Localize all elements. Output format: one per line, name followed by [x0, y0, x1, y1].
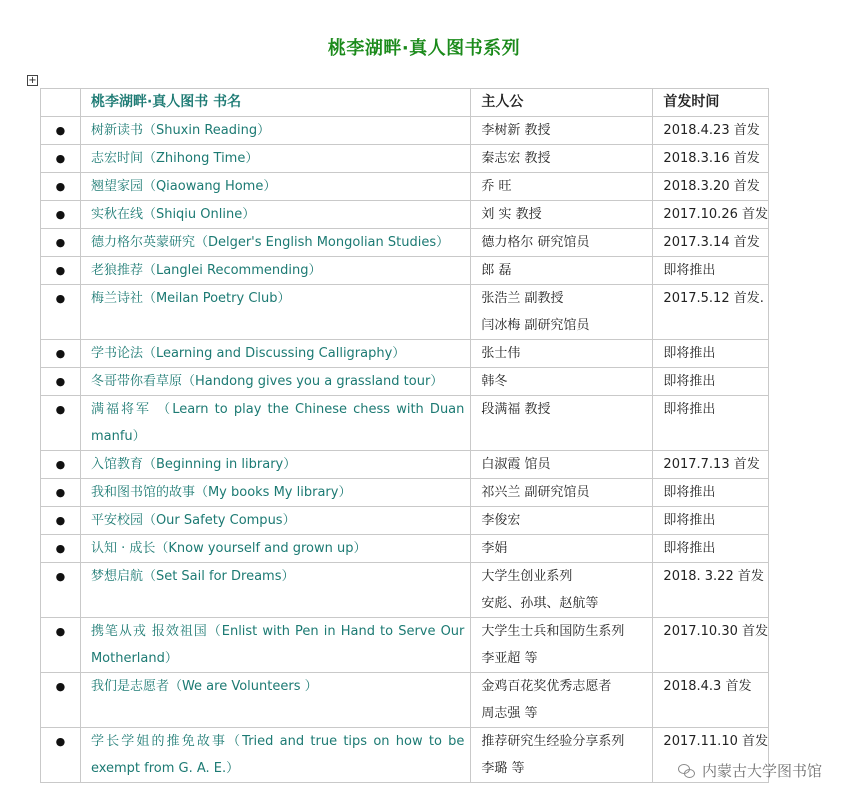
book-title-cell	[80, 368, 470, 396]
release-date-cell	[653, 451, 769, 479]
table-row	[41, 201, 769, 229]
book-title-cell	[80, 563, 470, 618]
release-date-cell-text: 2018. 3.22 首发	[663, 569, 764, 584]
book-title-cell	[80, 673, 470, 728]
host-cell-text: 郎 磊	[481, 263, 512, 278]
bullet-icon: ●	[55, 625, 66, 638]
table-row	[41, 145, 769, 173]
row-bullet	[41, 257, 81, 285]
release-date-cell-text: 2017.10.26 首发	[663, 207, 768, 222]
book-title-cell	[80, 535, 470, 563]
row-bullet	[41, 479, 81, 507]
host-cell-text: 安彪、孙琪、赵航等	[481, 596, 599, 611]
host-cell	[471, 340, 653, 368]
release-date-cell	[653, 340, 769, 368]
bullet-icon: ●	[55, 542, 66, 555]
book-title-cell-text: 志宏时间（Zhihong Time）	[90, 151, 259, 166]
header-host: 主人公	[471, 89, 653, 117]
header-date: 首发时间	[653, 89, 769, 117]
book-title-cell	[80, 201, 470, 229]
host-cell	[471, 618, 653, 673]
book-title-cell	[80, 173, 470, 201]
release-date-cell	[653, 479, 769, 507]
row-bullet	[41, 451, 81, 479]
wechat-icon	[678, 763, 696, 779]
book-title-cell-text: 平安校园（Our Safety Compus）	[90, 513, 296, 528]
release-date-cell	[653, 257, 769, 285]
header-name: 桃李湖畔·真人图书 书名	[80, 89, 470, 117]
bullet-icon: ●	[55, 486, 66, 499]
release-date-cell	[653, 535, 769, 563]
host-cell	[471, 507, 653, 535]
book-title-cell-text: 树新读书（Shuxin Reading）	[90, 123, 271, 138]
book-title-cell	[80, 618, 470, 673]
book-title-cell-text: 冬哥带你看草原（Handong gives you a grassland tour）	[90, 374, 444, 389]
host-cell-text: 大学生士兵和国防生系列	[481, 624, 625, 639]
release-date-cell	[653, 173, 769, 201]
book-title-cell-text: 老狼推荐（Langlei Recommending）	[90, 263, 322, 278]
host-cell-text: 李树新 教授	[481, 123, 551, 138]
bullet-icon: ●	[55, 180, 66, 193]
book-title-cell-text: 我和图书馆的故事（My books My library）	[90, 485, 352, 500]
table-row	[41, 396, 769, 451]
bullet-icon: ●	[55, 208, 66, 221]
host-cell-text: 秦志宏 教授	[481, 151, 551, 166]
release-date-cell	[653, 229, 769, 257]
host-cell	[471, 368, 653, 396]
release-date-cell-text: 2017.7.13 首发	[663, 457, 760, 472]
host-cell-text: 韩冬	[481, 374, 508, 389]
bullet-icon: ●	[55, 292, 66, 305]
table-header-row	[41, 89, 769, 117]
host-cell	[471, 396, 653, 451]
book-title-cell-text: 满福将军 （Learn to play the Chinese chess with Duan manfu）	[90, 402, 465, 444]
book-title-cell	[80, 145, 470, 173]
book-title-cell-text: 梦想启航（Set Sail for Dreams）	[90, 569, 295, 584]
host-cell-text: 德力格尔 研究馆员	[481, 235, 590, 250]
host-cell	[471, 479, 653, 507]
table-row	[41, 117, 769, 145]
row-bullet	[41, 117, 81, 145]
bullet-icon: ●	[55, 514, 66, 527]
table-row	[41, 368, 769, 396]
release-date-cell-text: 2017.3.14 首发	[663, 235, 760, 250]
book-title-cell-text: 学长学姐的推免故事（Tried and true tips on how to be exempt from G. A. E.）	[90, 734, 465, 776]
release-date-cell-text: 即将推出	[663, 402, 716, 417]
row-bullet	[41, 535, 81, 563]
row-bullet	[41, 285, 81, 340]
book-title-cell-text: 携笔从戎 报效祖国（Enlist with Pen in Hand to Serve Our Motherland）	[90, 624, 465, 666]
release-date-cell	[653, 396, 769, 451]
host-cell	[471, 728, 653, 783]
release-date-cell-text: 即将推出	[663, 346, 716, 361]
row-bullet	[41, 229, 81, 257]
table-row	[41, 340, 769, 368]
release-date-cell-text: 2018.3.20 首发	[663, 179, 760, 194]
bullet-icon: ●	[55, 735, 66, 748]
row-bullet	[41, 340, 81, 368]
release-date-cell-text: 即将推出	[663, 263, 716, 278]
release-date-cell-text: 即将推出	[663, 541, 716, 556]
table-row	[41, 229, 769, 257]
release-date-cell-text: 2017.5.12 首发.	[663, 291, 764, 306]
host-cell-text: 祁兴兰 副研究馆员	[481, 485, 590, 500]
release-date-cell-text: 即将推出	[663, 513, 716, 528]
book-title-cell	[80, 396, 470, 451]
book-title-cell-text: 我们是志愿者（We are Volunteers ）	[90, 679, 318, 694]
host-cell-text: 李璐 等	[481, 761, 525, 776]
host-cell-text: 金鸡百花奖优秀志愿者	[481, 679, 612, 694]
release-date-cell	[653, 673, 769, 728]
host-cell	[471, 451, 653, 479]
host-cell-text: 推荐研究生经验分享系列	[481, 734, 625, 749]
host-cell-text: 张士伟	[481, 346, 521, 361]
row-bullet	[41, 563, 81, 618]
page-title: 桃李湖畔·真人图书系列	[327, 38, 521, 59]
book-title-cell	[80, 479, 470, 507]
row-bullet	[41, 618, 81, 673]
book-title-cell	[80, 229, 470, 257]
table-row	[41, 257, 769, 285]
header-bullet-cell	[41, 89, 81, 117]
row-bullet	[41, 145, 81, 173]
bullet-icon: ●	[55, 152, 66, 165]
book-title-cell	[80, 285, 470, 340]
release-date-cell	[653, 285, 769, 340]
release-date-cell-text: 2017.11.10 首发	[663, 734, 768, 749]
book-title-cell	[80, 728, 470, 783]
bullet-icon: ●	[55, 375, 66, 388]
release-date-cell	[653, 507, 769, 535]
release-date-cell-text: 2018.4.23 首发	[663, 123, 760, 138]
table-body	[41, 117, 769, 783]
row-bullet	[41, 396, 81, 451]
host-cell	[471, 229, 653, 257]
host-cell-text: 李娟	[481, 541, 508, 556]
release-date-cell	[653, 563, 769, 618]
release-date-cell	[653, 117, 769, 145]
host-cell	[471, 173, 653, 201]
watermark	[678, 760, 822, 781]
move-anchor-icon[interactable]: +	[28, 75, 37, 86]
book-title-cell	[80, 451, 470, 479]
host-cell	[471, 285, 653, 340]
host-cell-text: 张浩兰 副教授	[481, 291, 564, 306]
book-title-cell	[80, 257, 470, 285]
book-title-cell-text: 学书论法（Learning and Discussing Calligraphy）	[90, 346, 406, 361]
book-title-cell	[80, 340, 470, 368]
bullet-icon: ●	[55, 124, 66, 137]
table-row	[41, 673, 769, 728]
table-row	[41, 451, 769, 479]
book-title-cell	[80, 507, 470, 535]
host-cell-text: 大学生创业系列	[481, 569, 573, 584]
row-bullet	[41, 673, 81, 728]
book-title-cell	[80, 117, 470, 145]
table-row	[41, 563, 769, 618]
release-date-cell-text: 即将推出	[663, 374, 716, 389]
row-bullet	[41, 173, 81, 201]
table-row	[41, 479, 769, 507]
table-row	[41, 535, 769, 563]
host-cell	[471, 673, 653, 728]
release-date-cell	[653, 368, 769, 396]
host-cell-text: 段满福 教授	[481, 402, 551, 417]
bullet-icon: ●	[55, 680, 66, 693]
row-bullet	[41, 507, 81, 535]
table-row	[41, 507, 769, 535]
row-bullet	[41, 201, 81, 229]
release-date-cell-text: 2018.3.16 首发	[663, 151, 760, 166]
host-cell	[471, 257, 653, 285]
release-date-cell	[653, 618, 769, 673]
table-row	[41, 173, 769, 201]
host-cell	[471, 201, 653, 229]
bullet-icon: ●	[55, 570, 66, 583]
book-title-cell-text: 翘望家园（Qiaowang Home）	[90, 179, 277, 194]
book-title-cell-text: 实秋在线（Shiqiu Online）	[90, 207, 256, 222]
release-date-cell	[653, 201, 769, 229]
book-title-cell-text: 认知 · 成长（Know yourself and grown up）	[90, 541, 367, 556]
bullet-icon: ●	[55, 236, 66, 249]
host-cell-text: 周志强 等	[481, 706, 538, 721]
table-row	[41, 285, 769, 340]
book-title-cell-text: 入馆教育（Beginning in library）	[90, 457, 297, 472]
host-cell	[471, 535, 653, 563]
host-cell-text: 李俊宏	[481, 513, 521, 528]
release-date-cell-text: 即将推出	[663, 485, 716, 500]
host-cell-text: 白淑霞 馆员	[481, 457, 551, 472]
row-bullet	[41, 728, 81, 783]
bullet-icon: ●	[55, 403, 66, 416]
book-title-cell-text: 德力格尔英蒙研究（Delger's English Mongolian Studies）	[90, 235, 450, 250]
book-title-cell-text: 梅兰诗社（Meilan Poetry Club）	[90, 291, 291, 306]
table-row	[41, 728, 769, 783]
bullet-icon: ●	[55, 458, 66, 471]
host-cell-text: 闫冰梅 副研究馆员	[481, 318, 590, 333]
host-cell	[471, 145, 653, 173]
bullet-icon: ●	[55, 347, 66, 360]
release-date-cell-text: 2017.10.30 首发	[663, 624, 768, 639]
watermark-text: 内蒙古大学图书馆	[701, 762, 822, 780]
host-cell	[471, 117, 653, 145]
release-date-cell-text: 2018.4.3 首发	[663, 679, 752, 694]
books-table	[40, 88, 769, 783]
bullet-icon: ●	[55, 264, 66, 277]
host-cell	[471, 563, 653, 618]
host-cell-text: 刘 实 教授	[481, 207, 542, 222]
release-date-cell	[653, 145, 769, 173]
table-row	[41, 618, 769, 673]
row-bullet	[41, 368, 81, 396]
host-cell-text: 乔 旺	[481, 179, 512, 194]
host-cell-text: 李亚超 等	[481, 651, 538, 666]
